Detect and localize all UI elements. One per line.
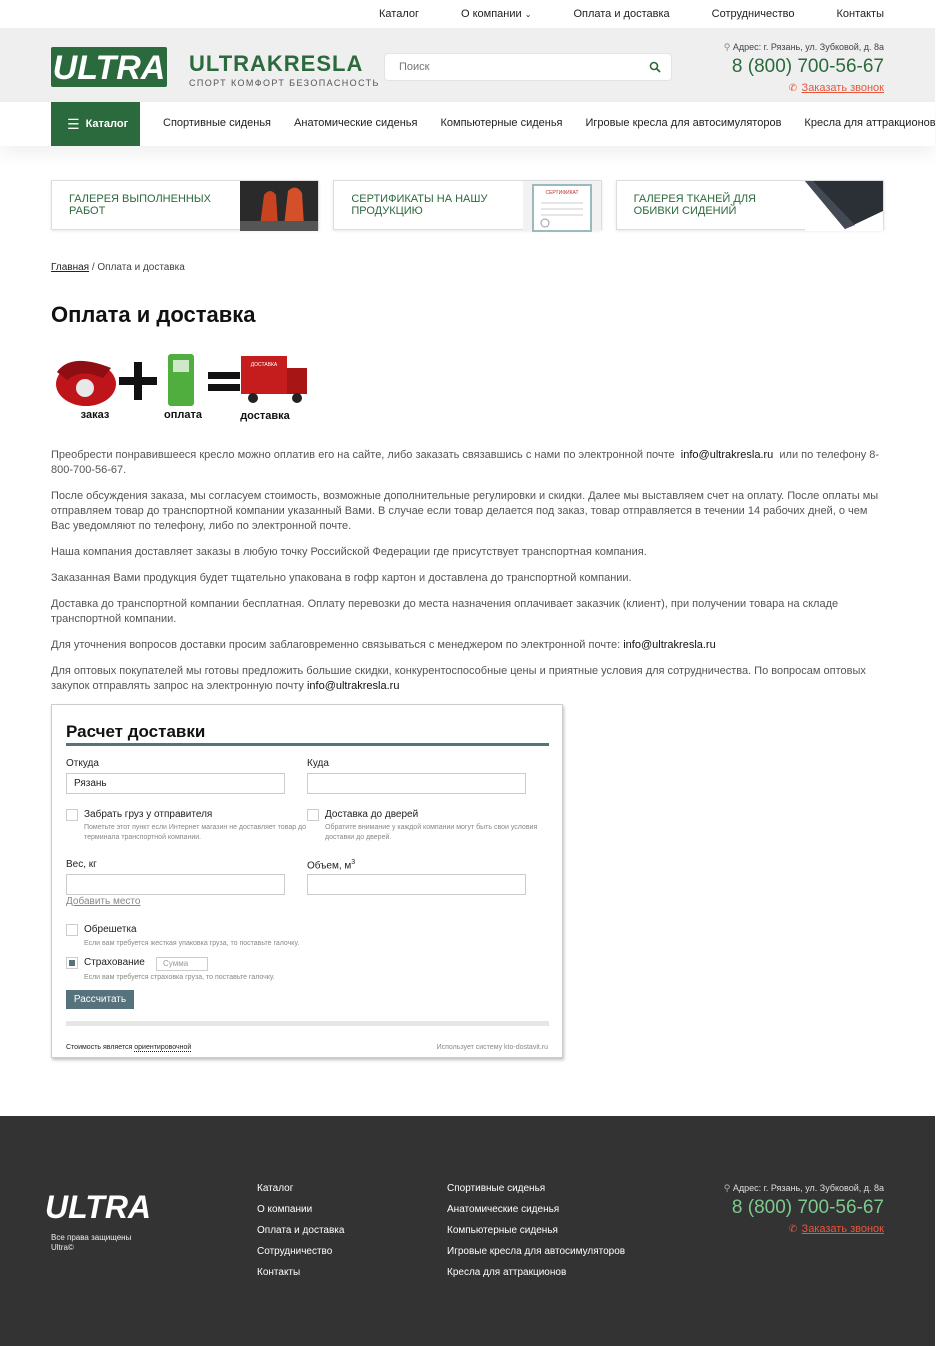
truck-label: ДОСТАВКА [250, 362, 278, 368]
p6-text: Для уточнения вопросов доставки просим заблаговременно связываться с менеджером по электронной почте: [51, 639, 621, 651]
breadcrumb-home[interactable]: Главная [51, 262, 90, 273]
chevron-down-icon: ⌄ [524, 10, 532, 19]
to-label: Куда [307, 758, 329, 769]
search-box [384, 53, 672, 81]
p1-text-b: или по телефону 8-800-700-56-67. [51, 449, 880, 476]
p1-text-a: Преобрести понравившееся кресло можно оплатив его на сайте, либо заказать связавшись с нами по электронной почте [51, 449, 675, 461]
search-input[interactable] [385, 54, 635, 80]
add-place-link[interactable]: Добавить место [66, 896, 141, 907]
crate-hint: Если вам требуется жесткая упаковка груза, то поставьте галочку. [84, 940, 300, 947]
p7-text: Для оптовых покупателей мы готовы предложить большие скидки, конкурентоспособные цены и приятные условия для сотрудничества. По вопросам оптовых закупок отправлять запрос на электронную почту [51, 665, 866, 692]
volume-label [307, 859, 355, 871]
footer-ultra-logo[interactable] [44, 1186, 152, 1225]
footer-phone-icon: ✆ [788, 1224, 798, 1235]
paragraph-2: После обсуждения заказа, мы согласуем стоимость, возможные дополнительные регулировки и скидки. Далее мы выставляем счет на оплату. После оплаты мы отправляем товар до транспортной компании указанный Вами. В случае если товар делается под заказ, товар отправляется в течении 14 рабочих дней, о чем Вас уведомляют по телефону, либо по электронной почте. [51, 490, 879, 532]
nav-computer-seats[interactable]: Компьютерные сиденья [440, 117, 563, 129]
content-text [51, 448, 884, 694]
location-pin-icon: ⚲ [723, 42, 731, 52]
topnav-catalog[interactable]: Каталог [379, 8, 419, 20]
car-seats-image [240, 181, 318, 231]
footer-link-about[interactable]: О компании [257, 1204, 313, 1215]
door-delivery-hint: Обратите внимание у каждой компании могут быть свои условия доставки до дверей. [325, 824, 538, 841]
brand-tagline: СПОРТ КОМФОРТ БЕЗОПАСНОСТЬ [189, 78, 380, 88]
order-payment-delivery-image [51, 350, 313, 422]
breadcrumb-current: / Оплата и доставка [91, 262, 185, 273]
page-title: Оплата и доставка [51, 302, 256, 327]
topnav-about[interactable] [461, 8, 531, 20]
volume-label-sup: 3 [351, 859, 356, 866]
certificate-image [523, 181, 601, 231]
header-address: Адрес: г. Рязань, ул. Зубковой, д. 8а [732, 42, 884, 52]
header-phone[interactable]: 8 (800) 700-56-67 [731, 56, 884, 77]
banner-works-gallery[interactable] [51, 180, 319, 230]
footer-link-sport[interactable]: Спортивные сиденья [447, 1183, 546, 1194]
footer-link-attraction[interactable]: Кресла для аттракционов [447, 1267, 567, 1278]
weight-field[interactable] [66, 874, 285, 895]
nav-attraction-chairs[interactable]: Кресла для аттракционов [804, 117, 936, 129]
email-link-2[interactable]: info@ultrakresla.ru [623, 639, 716, 651]
crate-checkbox[interactable] [66, 924, 78, 936]
calculator-divider [66, 743, 549, 746]
banner-fabrics-gallery-label: ГАЛЕРЕЯ ТКАНЕЙ ДЛЯ ОБИВКИ СИДЕНИЙ [633, 193, 757, 217]
footer-contact [724, 1183, 884, 1237]
weight-label: Вес, кг [66, 859, 97, 870]
calculator-progress-bar [66, 1021, 549, 1026]
volume-field[interactable] [307, 874, 526, 895]
topnav-about-label: О компании [461, 8, 522, 20]
insurance-sum-field[interactable]: Сумма [156, 957, 208, 971]
volume-label-text: Объем, м [307, 860, 352, 872]
footer-location-pin-icon: ⚲ [723, 1183, 731, 1193]
crate-label: Обрешетка [84, 924, 137, 935]
promo-delivery: доставка [240, 410, 290, 422]
header-contact [724, 42, 884, 96]
estimate-note-b[interactable]: ориентировочной [134, 1044, 192, 1051]
footer-logo-text: ULTRA [44, 1189, 152, 1225]
from-label: Откуда [66, 758, 99, 769]
brand-name: ULTRAKRESLA [189, 51, 364, 76]
footer-menu-main [257, 1183, 344, 1288]
hamburger-icon: ☰ [67, 115, 80, 132]
promo-pay: оплата [164, 409, 202, 421]
banner-certificates-label: СЕРТИФИКАТЫ НА НАШУ ПРОДУКЦИЮ [351, 193, 488, 217]
site-footer [0, 1116, 935, 1346]
main-navigation [0, 102, 935, 146]
footer-link-anatomic[interactable]: Анатомические сиденья [447, 1204, 560, 1215]
ultra-logo[interactable] [51, 41, 167, 87]
footer-link-computer[interactable]: Компьютерные сиденья [447, 1225, 558, 1236]
catalog-button-label: Каталог [85, 118, 129, 130]
from-field[interactable]: Рязань [66, 773, 285, 794]
footer-phone[interactable]: 8 (800) 700-56-67 [731, 1197, 884, 1218]
paragraph-1 [51, 448, 884, 478]
top-navigation [0, 0, 935, 29]
fabric-image [805, 181, 883, 231]
paragraph-7 [51, 664, 884, 694]
certificate-title: СЕРТИФИКАТ [545, 190, 579, 196]
footer-menu-catalog [447, 1183, 625, 1288]
email-link-1[interactable]: info@ultrakresla.ru [680, 449, 774, 461]
breadcrumb [51, 262, 884, 273]
banner-fabrics-gallery[interactable] [616, 180, 884, 230]
footer-address: Адрес: г. Рязань, ул. Зубковой, д. 8а [732, 1183, 884, 1193]
calculate-button[interactable]: Рассчитать [66, 990, 134, 1009]
footer-link-contacts[interactable]: Контакты [257, 1267, 301, 1278]
banner-certificates[interactable] [333, 180, 601, 230]
site-header [0, 29, 935, 102]
footer-copyright [51, 1233, 131, 1253]
topnav-cooperation[interactable]: Сотрудничество [711, 8, 795, 20]
pickup-hint: Пометьте этот пункт если Интернет магазин не доставляет товар до терминала транспортной компании. [84, 824, 307, 841]
paragraph-4: Заказанная Вами продукция будет тщательно упакована в гофр картон и доставлена до транспортной компании. [51, 572, 632, 584]
nav-sport-seats[interactable]: Спортивные сиденья [163, 117, 272, 129]
footer-link-payment[interactable]: Оплата и доставка [257, 1225, 345, 1236]
nav-anatomic-seats[interactable]: Анатомические сиденья [294, 117, 418, 129]
delivery-calculator [51, 704, 563, 1058]
promo-order: заказ [80, 409, 110, 421]
topnav-payment-delivery[interactable]: Оплата и доставка [573, 8, 670, 20]
copyright-line-2: Ultra© [51, 1243, 74, 1252]
estimate-note-a: Стоимость является [66, 1044, 133, 1051]
search-icon[interactable] [649, 61, 661, 73]
footer-link-cooperation[interactable]: Сотрудничество [257, 1246, 333, 1257]
banner-works-gallery-label: ГАЛЕРЕЯ ВЫПОЛНЕННЫХ РАБОТ [69, 193, 211, 217]
insurance-checkbox[interactable] [66, 957, 78, 969]
insurance-hint: Если вам требуется страховка груза, то поставьте галочку. [84, 974, 275, 981]
footer-link-sim[interactable]: Игровые кресла для автосимуляторов [447, 1246, 626, 1257]
pickup-checkbox[interactable] [66, 809, 78, 821]
catalog-button[interactable] [51, 102, 140, 146]
email-link-3[interactable]: info@ultrakresla.ru [306, 680, 400, 692]
insurance-label: Страхование [84, 957, 145, 968]
logo-text: ULTRA [52, 49, 166, 87]
door-delivery-checkbox[interactable] [307, 809, 319, 821]
calculator-title: Расчет доставки [66, 722, 206, 741]
paragraph-6 [51, 638, 884, 653]
callback-link[interactable]: Заказать звонок [801, 82, 884, 94]
footer-callback-link[interactable]: Заказать звонок [801, 1223, 884, 1235]
topnav-contacts[interactable]: Контакты [836, 8, 884, 20]
estimate-note [66, 1044, 191, 1051]
paragraph-3: Наша компания доставляет заказы в любую точку Российской Федерации где присутствует транспортная компания. [51, 546, 647, 558]
to-field[interactable] [307, 773, 526, 794]
paragraph-5: Доставка до транспортной компании бесплатная. Оплату перевозки до места назначения оплачивает заказчик (клиент), при получении товара на складе транспортной компании. [51, 598, 839, 625]
door-delivery-label: Доставка до дверей [325, 809, 419, 820]
phone-icon: ✆ [788, 83, 798, 94]
footer-link-catalog[interactable]: Каталог [257, 1183, 294, 1194]
banners [51, 180, 884, 230]
copyright-line-1: Все права защищены [51, 1233, 132, 1242]
nav-sim-chairs[interactable]: Игровые кресла для автосимуляторов [585, 117, 782, 129]
brand [189, 51, 380, 88]
pickup-label: Забрать груз у отправителя [84, 809, 213, 820]
powered-by[interactable]: Использует систему kto-dostavit.ru [436, 1044, 548, 1051]
